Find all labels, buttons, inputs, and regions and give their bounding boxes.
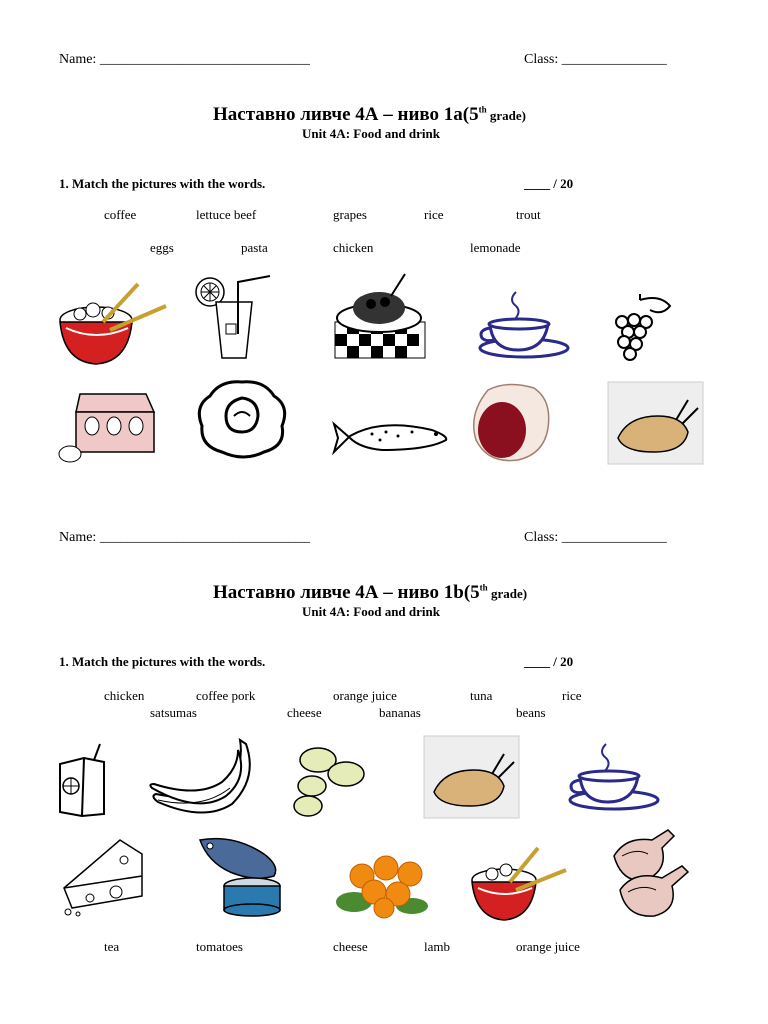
- word-beans: beans: [516, 705, 546, 720]
- lettuce-icon: [194, 378, 290, 466]
- word-cheese: cheese: [333, 939, 368, 954]
- trout-icon: [332, 414, 452, 462]
- word-bananas: bananas: [379, 705, 421, 720]
- tea-cup-icon: [566, 742, 662, 814]
- roast-chicken-icon: [424, 736, 519, 818]
- word-chicken: chicken: [333, 240, 374, 255]
- name-field-label: Name: ______________________________: [59, 52, 310, 67]
- rice-bowl-icon: [470, 846, 568, 922]
- page-subtitle: Unit 4A: Food and drink: [302, 604, 440, 619]
- word-pasta: pasta: [241, 240, 268, 255]
- beans-icon: [290, 744, 370, 818]
- word-chicken: chicken: [104, 688, 145, 703]
- lamb-chops-icon: [606, 826, 698, 920]
- grapes-icon: [610, 292, 676, 364]
- word-orange-juice: orange juice: [333, 688, 397, 703]
- word-tea: tea: [104, 939, 120, 954]
- exercise-instruction: 1. Match the pictures with the words.: [59, 654, 266, 669]
- page-title: [213, 582, 527, 604]
- title-superscript: th: [479, 582, 488, 593]
- word-tomatoes: tomatoes: [196, 939, 243, 954]
- class-field-label: Class: _______________: [524, 530, 667, 545]
- page-title: [213, 104, 526, 126]
- cheese-icon: [60, 836, 146, 918]
- satsumas-icon: [334, 850, 430, 920]
- beef-icon: [468, 380, 552, 464]
- word-grapes: grapes: [333, 207, 367, 222]
- title-text: Наставно ливче 4А – ниво 1а(5: [213, 104, 479, 125]
- word-lettuce-beef: lettuce beef: [196, 207, 257, 222]
- class-field-label: Class: _______________: [524, 52, 667, 67]
- page-subtitle: Unit 4A: Food and drink: [302, 126, 440, 141]
- word-lamb: lamb: [424, 939, 450, 954]
- title-grade: grade): [487, 586, 528, 601]
- rice-bowl-icon: [58, 282, 168, 368]
- name-field-label: Name: ______________________________: [59, 530, 310, 545]
- word-lemonade: lemonade: [470, 240, 521, 255]
- coffee-cup-icon: [476, 290, 572, 362]
- word-cheese: cheese: [287, 705, 322, 720]
- word-satsumas: satsumas: [150, 705, 197, 720]
- egg-carton-icon: [58, 388, 158, 464]
- word-rice: rice: [562, 688, 582, 703]
- word-tuna: tuna: [470, 688, 493, 703]
- word-coffee: coffee: [104, 207, 137, 222]
- word-trout: trout: [516, 207, 541, 222]
- title-superscript: th: [478, 104, 487, 115]
- pasta-plate-icon: [333, 272, 428, 367]
- title-grade: grade): [486, 108, 526, 123]
- exercise-instruction: 1. Match the pictures with the words.: [59, 176, 266, 191]
- word-eggs: eggs: [150, 240, 174, 255]
- score-label: ____ / 20: [524, 654, 574, 669]
- word-coffee-pork: coffee pork: [196, 688, 256, 703]
- word-orange-juice: orange juice: [516, 939, 580, 954]
- score-label: ____ / 20: [524, 176, 574, 191]
- word-rice: rice: [424, 207, 444, 222]
- bananas-icon: [148, 738, 258, 820]
- roast-chicken-icon: [608, 382, 703, 464]
- juice-carton-icon: [58, 744, 108, 818]
- tuna-icon: [194, 832, 284, 920]
- lemonade-glass-icon: [194, 274, 278, 364]
- title-text: Наставно ливче 4А – ниво 1b(5: [213, 582, 480, 603]
